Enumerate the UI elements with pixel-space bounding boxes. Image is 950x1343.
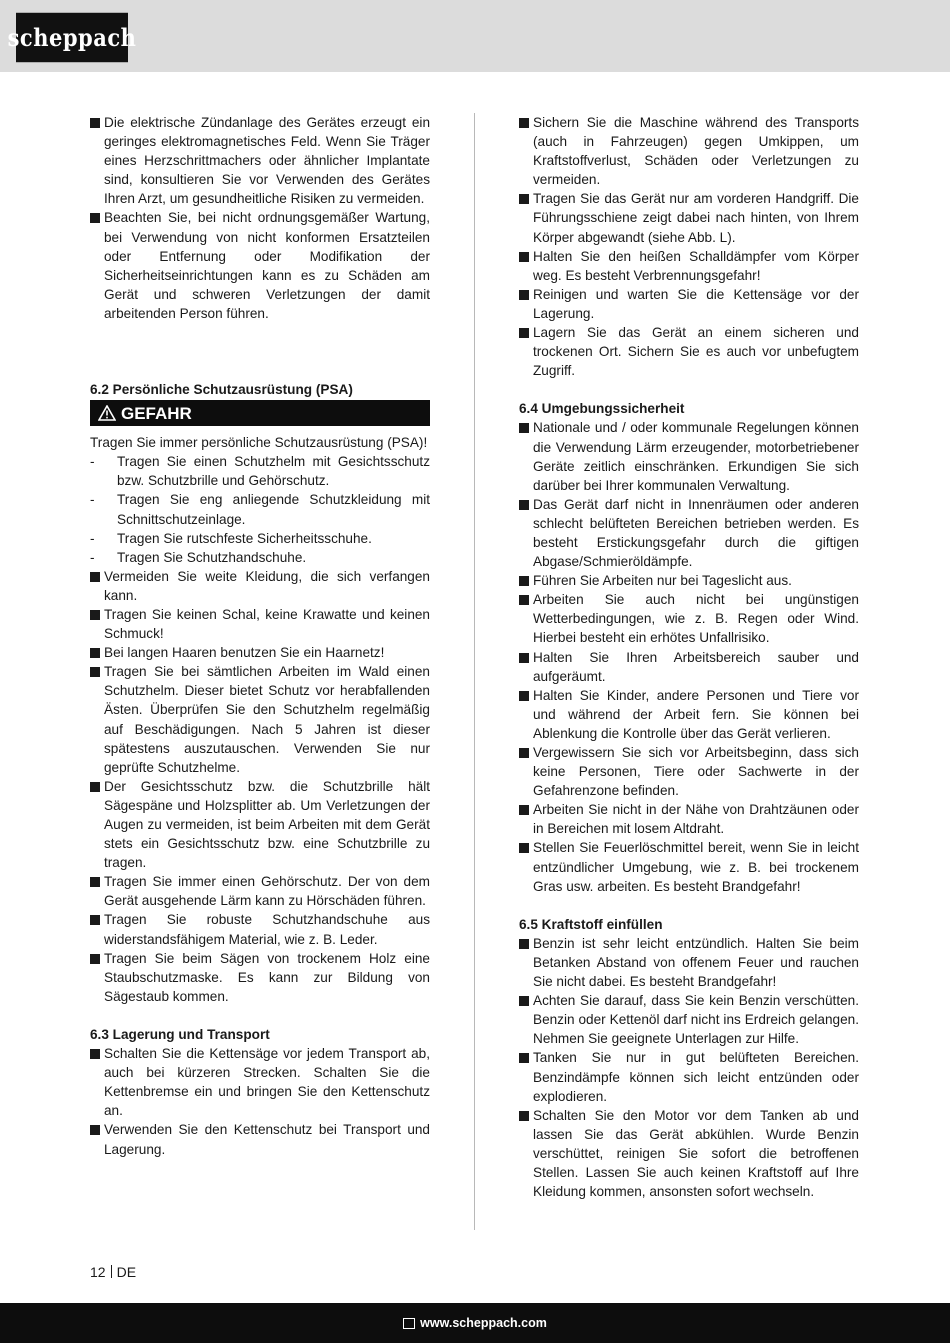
footer-band xyxy=(0,1303,950,1343)
danger-label: GEFAHR xyxy=(121,403,192,423)
list-item: Sichern Sie die Maschine während des Transports (auch in Fahrzeugen) gegen Umkippen, um Kraftstoffverlust, Schäden oder Verletzungen zu vermeiden. xyxy=(519,113,859,189)
section-heading-6-2: 6.2 Persönliche Schutzausrüstung (PSA) xyxy=(90,382,353,398)
list-item: Arbeiten Sie nicht in der Nähe von Drahtzäunen oder in Bereichen mit losem Altdraht. xyxy=(519,800,859,838)
list-item: Halten Sie Ihren Arbeitsbereich sauber und aufgeräumt. xyxy=(519,648,859,686)
list-item: Tanken Sie nur in gut belüfteten Bereichen. Benzindämpfe können sich leicht entzünden oder explodieren. xyxy=(519,1048,859,1105)
list-item: Das Gerät darf nicht in Innenräumen oder anderen schlecht belüfteten Bereichen betrieben werden. Es besteht Erstickungsgefahr durch die giftigen Abgase/Schmieröldämpfe. xyxy=(519,495,859,571)
list-item: Schalten Sie den Motor vor dem Tanken ab und lassen Sie das Gerät abkühlen. Wurde Benzin verschüttet, reinigen Sie sofort die betroffenen Stellen. Lassen Sie auch keinen Kraftstoff auf Ihre Kleidung kommen, ansonsten sofort wechseln. xyxy=(519,1106,859,1201)
list-item: Arbeiten Sie auch nicht bei ungünstigen Wetterbedingungen, wie z. B. Regen oder Wind. Hierbei besteht ein erhötes Unfallrisiko. xyxy=(519,590,859,647)
page-number-value: 12 xyxy=(90,1264,106,1280)
list-item: Tragen Sie robuste Schutzhandschuhe aus widerstandsfähigem Material, wie z. B. Leder. xyxy=(90,910,430,948)
list-item: Nationale und / oder kommunale Regelungen können die Verwendung Lärm erzeugender, motorbetriebener Geräte zeitlich einschränken. Erkundigen Sie sich darüber bei Ihrer kommunalen Verwaltung. xyxy=(519,418,859,494)
warning-triangle-icon xyxy=(98,405,116,421)
column-divider xyxy=(474,113,475,1230)
list-item: Führen Sie Arbeiten nur bei Tageslicht aus. xyxy=(519,571,859,590)
section-heading-6-4: 6.4 Umgebungssicherheit xyxy=(519,401,685,417)
danger-banner xyxy=(90,400,430,426)
list-item: Schalten Sie die Kettensäge vor jedem Transport ab, auch bei kürzeren Strecken. Schalten Sie die Kettenbremse ein und bringen Sie den Kettenschutz an. xyxy=(90,1044,430,1120)
list-item: Beachten Sie, bei nicht ordnungsgemäßer Wartung, bei Verwendung von nicht konformen Ersatzteilen oder Entfernung oder Modifikation der Sicherheitseinrichtungen kann es zu Schäden am Gerät und schweren Verletzungen der damit arbeitenden Person führen. xyxy=(90,208,430,323)
dash-item: - Tragen Sie eng anliegende Schutzkleidung mit Schnittschutzeinlage. xyxy=(90,490,430,528)
page-number xyxy=(90,1264,136,1280)
list-item: Tragen Sie das Gerät nur am vorderen Handgriff. Die Führungsschiene zeigt dabei nach hinten, von Ihrem Körper abgewandt (siehe Abb. L). xyxy=(519,189,859,246)
list-item: Bei langen Haaren benutzen Sie ein Haarnetz! xyxy=(90,643,430,662)
list-item: Achten Sie darauf, dass Sie kein Benzin verschütten. Benzin oder Kettenöl darf nicht ins Erdreich gelangen. Nehmen Sie geeignete Unterlagen zur Hilfe. xyxy=(519,991,859,1048)
intro-text: Tragen Sie immer persönliche Schutzausrüstung (PSA)! xyxy=(90,435,428,451)
list-item: Benzin ist sehr leicht entzündlich. Halten Sie beim Betanken Abstand von offenem Feuer und rauchen Sie nicht dabei. Es besteht Brandgefahr! xyxy=(519,934,859,991)
list-item: Tragen Sie beim Sägen von trockenem Holz eine Staubschutzmaske. Es kann zur Bildung von Sägestaub kommen. xyxy=(90,949,430,1006)
list-item: Reinigen und warten Sie die Kettensäge vor der Lagerung. xyxy=(519,285,859,323)
dash-item: - Tragen Sie Schutzhandschuhe. xyxy=(90,548,430,567)
list-item: Halten Sie Kinder, andere Personen und Tiere vor und während der Arbeit fern. Sie können bei Ablenkung die Kontrolle über das Gerät verlieren. xyxy=(519,686,859,743)
left-column xyxy=(90,113,430,1159)
list-item: Vergewissern Sie sich vor Arbeitsbeginn, dass sich keine Personen, Tiere oder Sachwerte in der Gefahrenzone befinden. xyxy=(519,743,859,800)
brand-logo: scheppach xyxy=(16,13,128,62)
list-item: Die elektrische Zündanlage des Gerätes erzeugt ein geringes elektromagnetisches Feld. Wenn Sie Träger eines Herzschrittmachers oder ähnlicher Implantate sind, konsultieren Sie vor Verwenden des Gerätes Ihren Arzt, um gesundheitliche Risiken zu vermeiden. xyxy=(90,113,430,208)
list-item: Stellen Sie Feuerlöschmittel bereit, wenn Sie in leicht entzündlicher Umgebung, wie z. B. bei trockenem Gras usw. arbeiten. Es besteht Brandgefahr! xyxy=(519,838,859,895)
dash-item: - Tragen Sie rutschfeste Sicherheitsschuhe. xyxy=(90,529,430,548)
list-item: Vermeiden Sie weite Kleidung, die sich verfangen kann. xyxy=(90,567,430,605)
list-item: Tragen Sie immer einen Gehörschutz. Der von dem Gerät ausgehende Lärm kann zu Hörschäden führen. xyxy=(90,872,430,910)
page-number-separator xyxy=(111,1265,112,1278)
list-item: Tragen Sie keinen Schal, keine Krawatte und keinen Schmuck! xyxy=(90,605,430,643)
section-heading-6-5: 6.5 Kraftstoff einfüllen xyxy=(519,916,663,932)
dash-item: - Tragen Sie einen Schutzhelm mit Gesichtsschutz bzw. Schutzbrille und Gehörschutz. xyxy=(90,452,430,490)
language-code: DE xyxy=(116,1264,137,1280)
list-item: Lagern Sie das Gerät an einem sicheren und trockenen Ort. Sichern Sie es auch vor unbefugtem Zugriff. xyxy=(519,323,859,380)
list-item: Halten Sie den heißen Schalldämpfer vom Körper weg. Es besteht Verbrennungsgefahr! xyxy=(519,247,859,285)
right-column xyxy=(519,113,859,1201)
web-icon xyxy=(403,1318,415,1329)
section-heading-6-3: 6.3 Lagerung und Transport xyxy=(90,1026,270,1042)
list-item: Tragen Sie bei sämtlichen Arbeiten im Wald einen Schutzhelm. Dieser bietet Schutz vor herabfallenden Ästen. Überprüfen Sie den Schutzhelm regelmäßig auf Beschädigungen. Nach 5 Jahren ist dieser spätestens auszutauschen. Verwenden Sie nur geprüfte Schutzhelme. xyxy=(90,662,430,777)
website-link[interactable]: www.scheppach.com xyxy=(420,1316,547,1330)
list-item: Verwenden Sie den Kettenschutz bei Transport und Lagerung. xyxy=(90,1120,430,1158)
header-band xyxy=(0,0,950,72)
list-item: Der Gesichtsschutz bzw. die Schutzbrille hält Sägespäne und Holzsplitter ab. Um Verletzungen der Augen zu vermeiden, ist beim Arbeiten mit dem Gerät stets ein Gesichtsschutz bzw. eine Schutzbrille zu tragen. xyxy=(90,777,430,872)
